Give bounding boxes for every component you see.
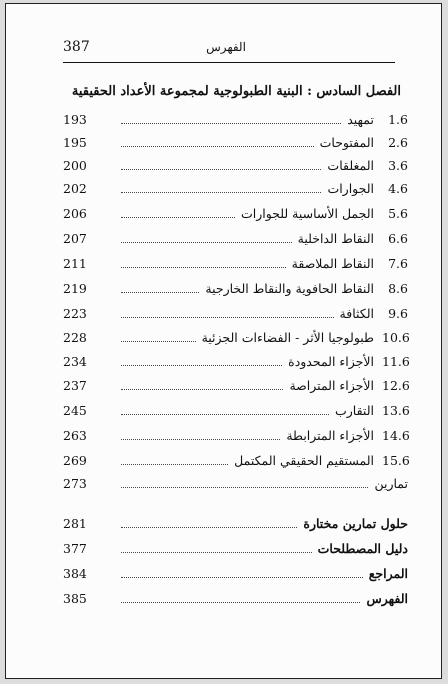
toc-entry-label: النقاط الحافوية والنقاط الخارجية [205,281,374,296]
toc-entry-page: 377 [63,541,87,556]
toc-entry-page: 384 [63,566,87,581]
toc-entry-number: 12.6 [382,378,410,393]
toc-entry-label: دليل المصطلحات [317,541,408,556]
toc-entry [63,378,408,396]
toc-entry-page: 281 [63,516,87,531]
toc-entry-label: طبولوجيا الأثر - الفضاءات الجزئية [201,330,374,345]
toc-entry [63,135,408,153]
dot-leader [121,413,329,415]
dot-leader [121,486,368,488]
toc-entry [63,476,408,494]
toc-entry [63,541,408,559]
toc-entry-number: 13.6 [382,403,410,418]
toc-entry-page: 273 [63,476,87,491]
toc-entry-page: 200 [63,158,87,173]
toc-entry [63,428,408,446]
book-page [5,3,442,679]
toc-entry-page: 385 [63,591,87,606]
toc-entry-page: 206 [63,206,87,221]
toc-entry [63,112,408,130]
toc-entry-page: 207 [63,231,87,246]
toc-entry [63,403,408,421]
toc-entry [63,281,408,299]
dot-leader [121,122,341,124]
toc-entry-page: 223 [63,306,87,321]
toc-entry [63,158,408,176]
toc-entry-label: الأجزاء المترابطة [286,428,374,443]
toc-entry-page: 219 [63,281,87,296]
toc-entry-label: النقاط الملاصقة [291,256,374,271]
toc-entry [63,453,408,471]
toc-entry [63,256,408,274]
toc-entry-label: التقارب [335,403,374,418]
toc-entry-label: المستقيم الحقيقي المكتمل [234,453,374,468]
toc-entry-number: 3.6 [388,158,408,173]
dot-leader [121,364,282,366]
toc-entry-label: حلول تمارين مختارة [303,516,408,531]
toc-entry [63,566,408,584]
dot-leader [121,463,228,465]
toc-entry-label: الفهرس [366,591,408,606]
header-title: الفهرس [206,40,246,54]
toc-entry-number: 5.6 [388,206,408,221]
toc-entry-label: تمارين [374,476,408,491]
dot-leader [121,601,360,603]
toc-entry-label: تمهيد [347,112,374,127]
toc-entry-label: الجمل الأساسية للجوارات [240,206,374,221]
toc-entry-number: 8.6 [388,281,408,296]
dot-leader [121,241,292,243]
toc-entry-page: 237 [63,378,87,393]
toc-entry-number: 9.6 [388,306,408,321]
toc-entry-number: 1.6 [388,112,408,127]
toc-entry-page: 269 [63,453,87,468]
toc-entry [63,591,408,609]
toc-entry-page: 263 [63,428,87,443]
toc-entry-label: الأجزاء المحدودة [288,354,374,369]
toc-entry-label: المراجع [368,566,408,581]
toc-entry-label: الجوارات [327,181,374,196]
toc-entry [63,330,408,348]
toc-entry-number: 15.6 [382,453,410,468]
dot-leader [121,551,312,553]
header-page-number: 387 [63,39,90,55]
toc-entry [63,181,408,199]
toc-entry-number: 2.6 [388,135,408,150]
dot-leader [121,191,321,193]
toc-entry-page: 245 [63,403,87,418]
toc-entry-page: 195 [63,135,87,150]
toc-entry-page: 202 [63,181,87,196]
toc-entry-page: 193 [63,112,87,127]
dot-leader [121,266,286,268]
toc-entry-label: الكثافة [339,306,374,321]
dot-leader [121,576,363,578]
toc-entry-number: 11.6 [382,354,410,369]
toc-entry [63,516,408,534]
toc-entry-number: 6.6 [388,231,408,246]
toc-entry-number: 4.6 [388,181,408,196]
toc-entry-number: 10.6 [382,330,410,345]
dot-leader [121,526,297,528]
toc-entry [63,306,408,324]
toc-entry-number: 7.6 [388,256,408,271]
toc-entry-page: 234 [63,354,87,369]
toc-entry-label: المغلقات [327,158,374,173]
toc-entry [63,206,408,224]
toc-entry [63,354,408,372]
toc-entry [63,231,408,249]
dot-leader [121,216,235,218]
chapter-title: الفصل السادس : البنية الطبولوجية لمجموعة الأعداد الحقيقية [71,84,401,99]
dot-leader [121,291,199,293]
toc-entry-label: الأجزاء المتراصة [289,378,374,393]
dot-leader [121,168,321,170]
dot-leader [121,145,314,147]
toc-entry-page: 211 [63,256,87,271]
toc-entry-label: المفتوحات [319,135,374,150]
dot-leader [121,340,196,342]
toc-entry-label: النقاط الداخلية [297,231,374,246]
dot-leader [121,438,280,440]
dot-leader [121,388,283,390]
header-rule [63,62,395,63]
toc-entry-page: 228 [63,330,87,345]
toc-entry-number: 14.6 [382,428,410,443]
dot-leader [121,316,334,318]
